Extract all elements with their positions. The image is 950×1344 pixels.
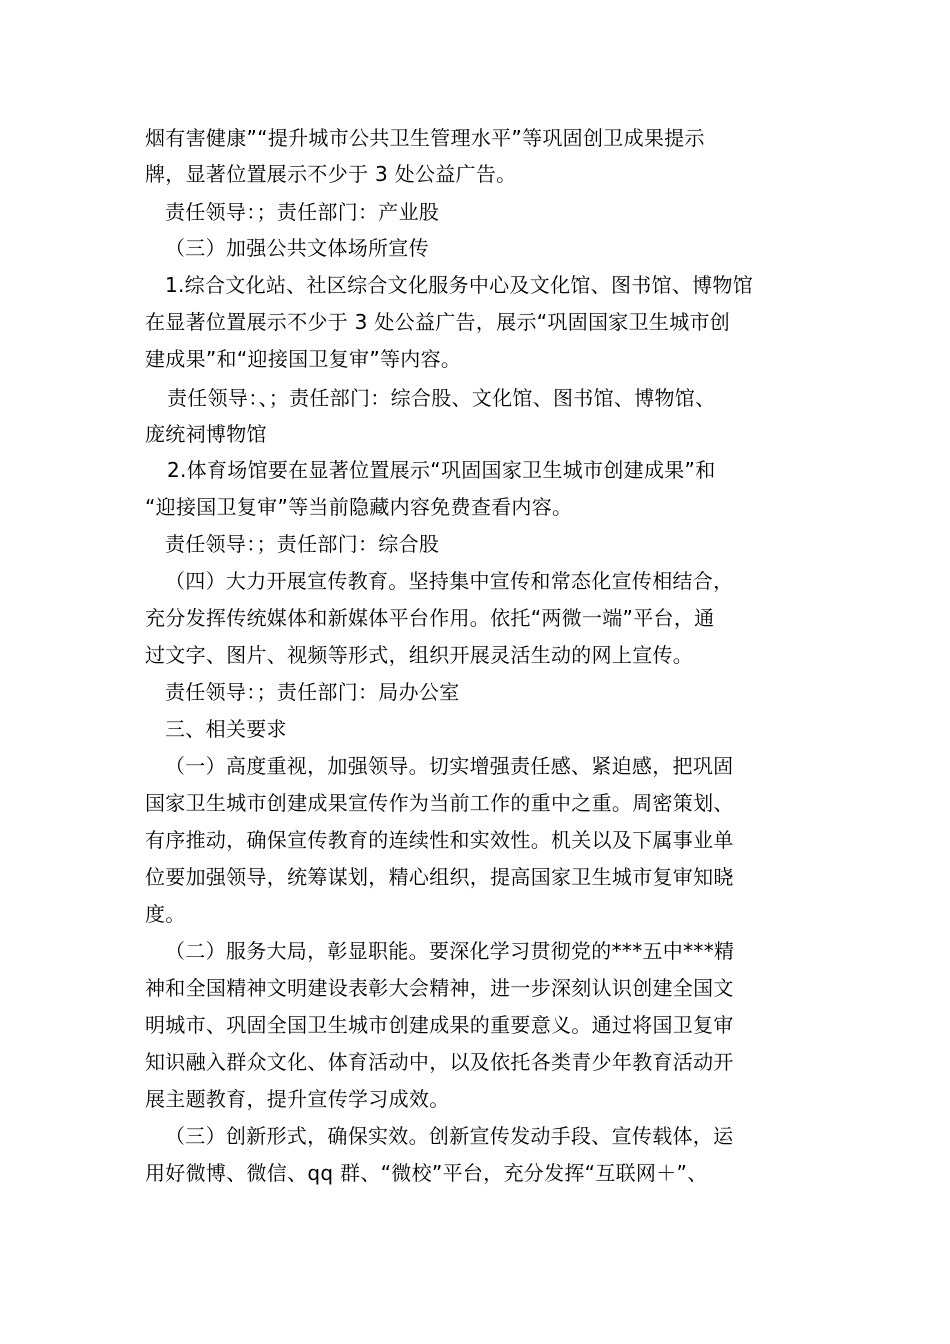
text-line: 责任领导：、；责任部门：综合股、文化馆、图书馆、博物馆、	[167, 386, 716, 410]
text-line: 知识融入群众文化、体育活动中，以及依托各类青少年教育活动开	[145, 1050, 734, 1074]
text-line: 牌，显著位置展示不少于 3 处公益广告。	[145, 162, 517, 186]
text-line: 国家卫生城市创建成果宣传作为当前工作的重中之重。周密策划、	[145, 791, 734, 815]
section-heading: （三）加强公共文体场所宣传	[165, 236, 429, 260]
text-line: 展主题教育，提升宣传学习成效。	[145, 1087, 450, 1111]
text-line: 庞统祠博物馆	[145, 422, 267, 446]
section-heading: （三）创新形式，确保实效。创新宣传发动手段、宣传载体，运	[165, 1124, 734, 1148]
text-line: 用好微博、微信、qq 群、“微校”平台，充分发挥“互联网＋”、	[145, 1161, 708, 1185]
text-line: 过文字、图片、视频等形式，组织开展灵活生动的网上宣传。	[145, 643, 694, 667]
section-heading: （一）高度重视，加强领导。切实增强责任感、紧迫感，把巩固	[165, 754, 734, 778]
text-line: 度。	[145, 902, 186, 926]
text-line: 烟有害健康”“提升城市公共卫生管理水平”等巩固创卫成果提示	[145, 126, 705, 150]
section-heading: （二）服务大局，彰显职能。要深化学习贯彻党的***五中***精	[165, 939, 735, 963]
text-line: 责任领导：；责任部门：局办公室	[165, 680, 460, 704]
text-line: 位要加强领导，统筹谋划，精心组织，提高国家卫生城市复审知晓	[145, 865, 734, 889]
text-line: 责任领导：；责任部门：产业股	[165, 200, 440, 224]
text-line: 责任领导：；责任部门：综合股	[165, 532, 440, 556]
text-line: 充分发挥传统媒体和新媒体平台作用。依托“两微一端”平台，通	[145, 606, 715, 630]
text-line: 2.体育场馆要在显著位置展示“巩固国家卫生城市创建成果”和	[167, 458, 716, 482]
text-line: 在显著位置展示不少于 3 处公益广告，展示“巩固国家卫生城市创	[145, 310, 731, 334]
text-line: “迎接国卫复审”等当前隐藏内容免费查看内容。	[145, 495, 573, 519]
text-line: 建成果”和“迎接国卫复审”等内容。	[145, 347, 462, 371]
section-heading: （四）大力开展宣传教育。坚持集中宣传和常态化宣传相结合，	[165, 569, 734, 593]
text-line: 有序推动，确保宣传教育的连续性和实效性。机关以及下属事业单	[145, 828, 734, 852]
section-heading: 三、相关要求	[165, 717, 287, 741]
text-line: 神和全国精神文明建设表彰大会精神，进一步深刻认识创建全国文	[145, 976, 734, 1000]
text-line: 1.综合文化站、社区综合文化服务中心及文化馆、图书馆、博物馆	[165, 273, 754, 297]
text-line: 明城市、巩固全国卫生城市创建成果的重要意义。通过将国卫复审	[145, 1013, 734, 1037]
